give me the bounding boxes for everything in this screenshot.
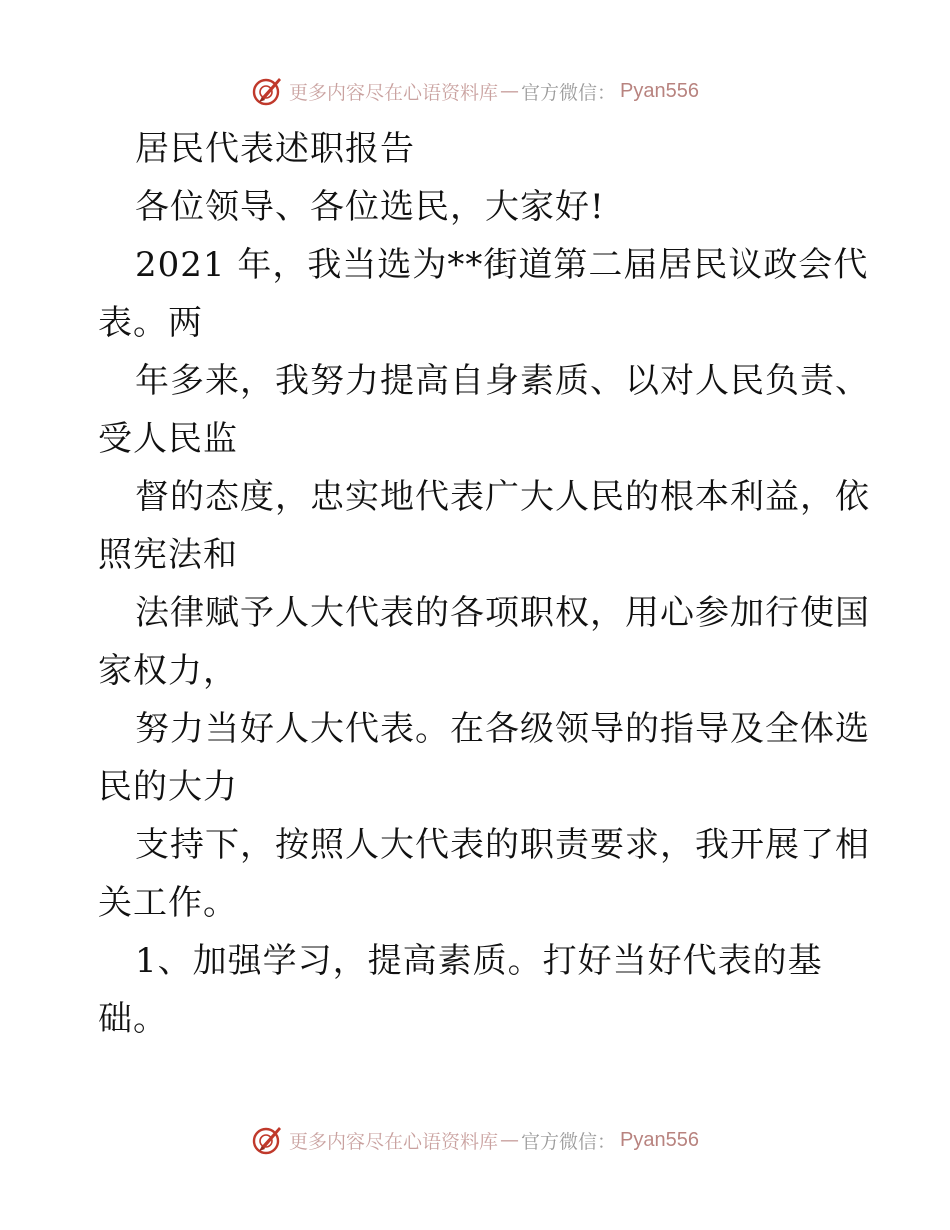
body-text-line: 法律赋予人大代表的各项职权，用心参加行使国	[135, 593, 870, 633]
body-text-line: 各位领导、各位选民，大家好!	[135, 187, 605, 227]
watermark-dash: —	[500, 80, 520, 102]
watermark-wechat-id: Pyan556	[620, 1128, 699, 1151]
body-text-line: 1、加强学习，提高素质。打好当好代表的基	[135, 941, 823, 981]
quill-logo-icon	[251, 74, 285, 108]
watermark-wechat-label: 官方微信：	[521, 1130, 617, 1153]
body-text-line: 努力当好人大代表。在各级领导的指导及全体选	[135, 709, 870, 749]
document-title: 居民代表述职报告	[135, 129, 415, 169]
quill-logo-icon	[251, 1123, 285, 1157]
watermark-wechat-label: 官方微信：	[521, 81, 617, 104]
watermark-title: 更多内容尽在心语资料库	[289, 81, 499, 104]
body-text-line: 年多来，我努力提高自身素质、以对人民负责、	[135, 361, 870, 401]
body-text-line: 支持下，按照人大代表的职责要求，我开展了相	[135, 825, 870, 865]
body-text-line: 2021 年，我当选为**街道第二届居民议政会代	[135, 245, 869, 285]
body-text-line: 家权力，	[98, 651, 238, 691]
watermark-title: 更多内容尽在心语资料库	[289, 1130, 499, 1153]
watermark-wechat-id: Pyan556	[620, 79, 699, 102]
watermark-dash: —	[500, 1129, 520, 1151]
body-text-line: 照宪法和	[98, 535, 238, 575]
body-text-line: 表。两	[98, 303, 203, 343]
document-body	[98, 120, 870, 1048]
footer-watermark	[0, 1120, 950, 1160]
body-text-line: 受人民监	[98, 419, 238, 459]
body-text-line: 民的大力	[98, 767, 238, 807]
body-text-line: 督的态度，忠实地代表广大人民的根本利益，依	[135, 477, 870, 517]
body-text-line: 关工作。	[98, 883, 238, 923]
body-text-line: 础。	[98, 999, 168, 1039]
header-watermark	[0, 71, 950, 111]
